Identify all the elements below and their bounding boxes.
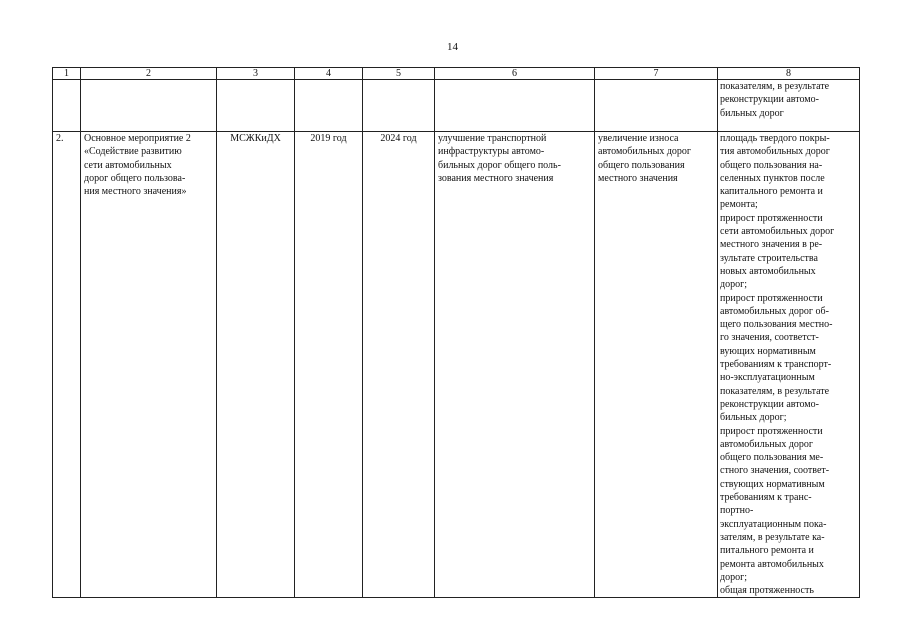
text-line: автомобильных дорог [720,438,814,450]
text-line: тия автомобильных дорог [720,146,830,158]
table-cell [595,80,718,132]
activity-cell [81,132,217,598]
text-line: общего пользования [598,159,685,171]
text-line: требованиям к транс- [720,492,812,504]
text-line: питального ремонта и [720,545,814,557]
text-line: площадь твердого покры- [720,133,830,144]
header-cell: 2 [81,68,217,80]
text-line: прирост протяженности [720,212,823,224]
indicators-continued-cell [718,80,860,132]
table-cell [81,80,217,132]
expected-result-cell [435,132,595,598]
header-cell: 4 [295,68,363,80]
text-line: зования местного значения [438,172,554,184]
text-line: общего пользования ме- [720,452,824,464]
header-cell: 6 [435,68,595,80]
text-line: эксплуатационным пока- [720,518,827,530]
text-line: зультате строительства [720,252,818,264]
text-line: го значения, соответст- [720,332,819,344]
text-line: показателям, в результате [720,81,830,92]
text-line: улучшение транспортной [438,133,547,144]
text-line: новых автомобильных [720,265,816,277]
text-line: портно- [720,505,754,517]
text-line: инфраструктуры автомо- [438,146,545,158]
table-cell [435,80,595,132]
text-line: но-эксплуатационным [720,372,815,384]
text-line: Основное мероприятие 2 [84,133,191,144]
indicators-cell [718,132,860,598]
text-line: прирост протяженности [720,292,823,304]
start-year-cell [295,132,363,598]
header-cell: 8 [718,68,860,80]
header-cell: 5 [363,68,435,80]
text-line: бильных дорог общего поль- [438,159,561,171]
table-row [53,132,860,598]
text-line: местного значения в ре- [720,239,823,251]
text-line: щего пользования местно- [720,319,833,331]
text-line: ния местного значения» [84,186,187,198]
text-line: «Содействие развитию [84,146,182,158]
program-table [52,67,860,598]
end-year-cell [363,132,435,598]
header-cell: 7 [595,68,718,80]
text-line: дорог; [720,571,747,583]
header-row [53,68,860,80]
text-line: стного значения, соответ- [720,465,830,477]
row-number: 2. [56,133,64,144]
text-line: бильных дорог; [720,412,787,424]
table-cell [363,80,435,132]
text-line: дорог общего пользова- [84,172,186,184]
text-line: селенных пунктов после [720,172,825,184]
consequences-cell [595,132,718,598]
text-line: реконструкции автомо- [720,94,819,106]
header-cell: 1 [53,68,81,80]
end-year: 2024 год [380,133,417,144]
text-line: сети автомобильных дорог [720,226,835,238]
table-cell [53,80,81,132]
text-line: показателям, в результате [720,385,830,397]
continued-row [53,80,860,132]
table-cell [217,80,295,132]
page-number: 14 [447,41,458,53]
text-line: общего пользования на- [720,159,823,171]
text-line: сети автомобильных [84,159,172,171]
text-line: местного значения [598,172,678,184]
text-line: автомобильных дорог об- [720,305,829,317]
row-number-cell [53,132,81,598]
text-line: требованиям к транспорт- [720,359,832,371]
text-line: прирост протяженности [720,425,823,437]
text-line: реконструкции автомо- [720,398,819,410]
text-line: ремонта автомобильных [720,558,824,570]
header-cell: 3 [217,68,295,80]
text-line: ремонта; [720,199,758,211]
text-line: бильных дорог [720,107,784,119]
executor-cell [217,132,295,598]
start-year: 2019 год [310,133,347,144]
text-line: общая протяженность [720,585,814,597]
text-line: вующих нормативным [720,345,816,357]
text-line: дорог; [720,279,747,291]
text-line: зателям, в результате ка- [720,531,825,543]
table-cell [295,80,363,132]
text-line: увеличение износа [598,133,679,144]
executor: МСЖКиДХ [230,133,281,144]
text-line: ствующих нормативным [720,478,825,490]
text-line: капитального ремонта и [720,186,823,198]
text-line: автомобильных дорог [598,146,692,158]
